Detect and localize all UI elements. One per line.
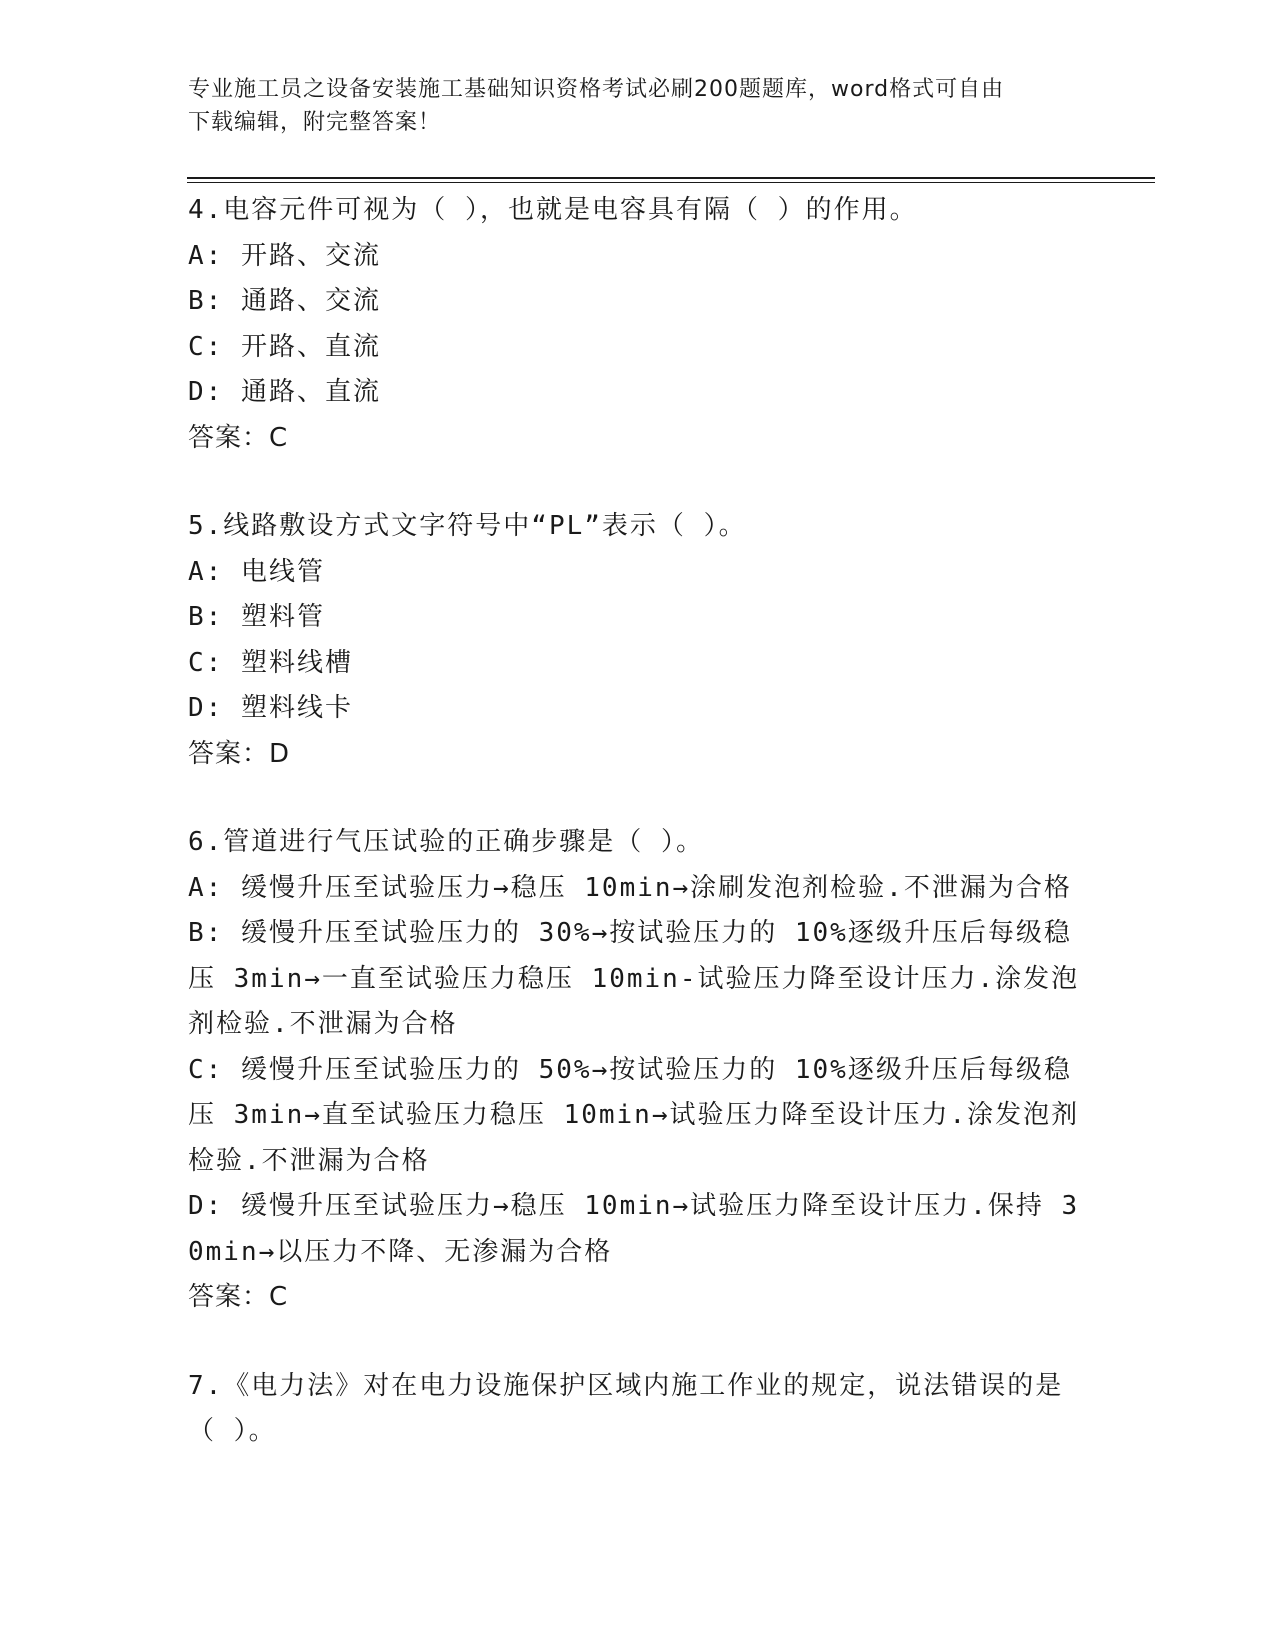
option-d: D: 塑料线卡 bbox=[188, 693, 353, 723]
header-line-2: 下载编辑，附完整答案！ bbox=[188, 110, 442, 135]
header-line-1: 专业施工员之设备安装施工基础知识资格考试必刷200题题库，word格式可自由 bbox=[188, 77, 1005, 102]
option-c: C: 开路、直流 bbox=[188, 331, 381, 362]
option-a: A: 电线管 bbox=[188, 556, 325, 587]
option-c: C: 塑料线槽 bbox=[188, 647, 353, 678]
answer-label: 答案：C bbox=[188, 422, 289, 453]
question-stem: 7.《电力法》对在电力设施保护区域内施工作业的规定，说法错误的是（ ）。 bbox=[188, 1370, 1064, 1446]
question-4 bbox=[188, 188, 1088, 461]
question-6 bbox=[188, 820, 1088, 1321]
header-divider-thick bbox=[187, 177, 1155, 179]
question-stem: 6.管道进行气压试验的正确步骤是（ ）。 bbox=[188, 827, 704, 857]
option-b: B: 通路、交流 bbox=[188, 286, 381, 316]
option-d: D: 缓慢升压至试验压力→稳压 10min→试验压力降至设计压力.保持 30min→以压力不降、无渗漏为合格 bbox=[188, 1191, 1080, 1267]
question-7 bbox=[188, 1364, 1088, 1455]
option-c: C: 缓慢升压至试验压力的 50%→按试验压力的 10%逐级升压后每级稳压 3min→直至试验压力稳压 10min→试验压力降至设计压力.涂发泡剂检验.不泄漏为合格 bbox=[188, 1054, 1080, 1176]
question-stem: 4.电容元件可视为（ ），也就是电容具有隔（ ）的作用。 bbox=[188, 195, 918, 225]
option-b: B: 塑料管 bbox=[188, 602, 325, 632]
option-b: B: 缓慢升压至试验压力的 30%→按试验压力的 10%逐级升压后每级稳压 3min→一直至试验压力稳压 10min-试验压力降至设计压力.涂发泡剂检验.不泄漏为合格 bbox=[188, 918, 1080, 1039]
answer-label: 答案：D bbox=[188, 738, 291, 769]
question-5 bbox=[188, 504, 1088, 777]
option-a: A: 缓慢升压至试验压力→稳压 10min→涂刷发泡剂检验.不泄漏为合格 bbox=[188, 872, 1072, 903]
document-header bbox=[188, 73, 1078, 139]
answer-label: 答案：C bbox=[188, 1282, 289, 1312]
option-d: D: 通路、直流 bbox=[188, 377, 381, 407]
question-list bbox=[188, 188, 1088, 1455]
option-a: A: 开路、交流 bbox=[188, 240, 381, 271]
question-stem: 5.线路敷设方式文字符号中“PL”表示（ ）。 bbox=[188, 511, 747, 541]
header-divider-thin bbox=[187, 182, 1155, 183]
